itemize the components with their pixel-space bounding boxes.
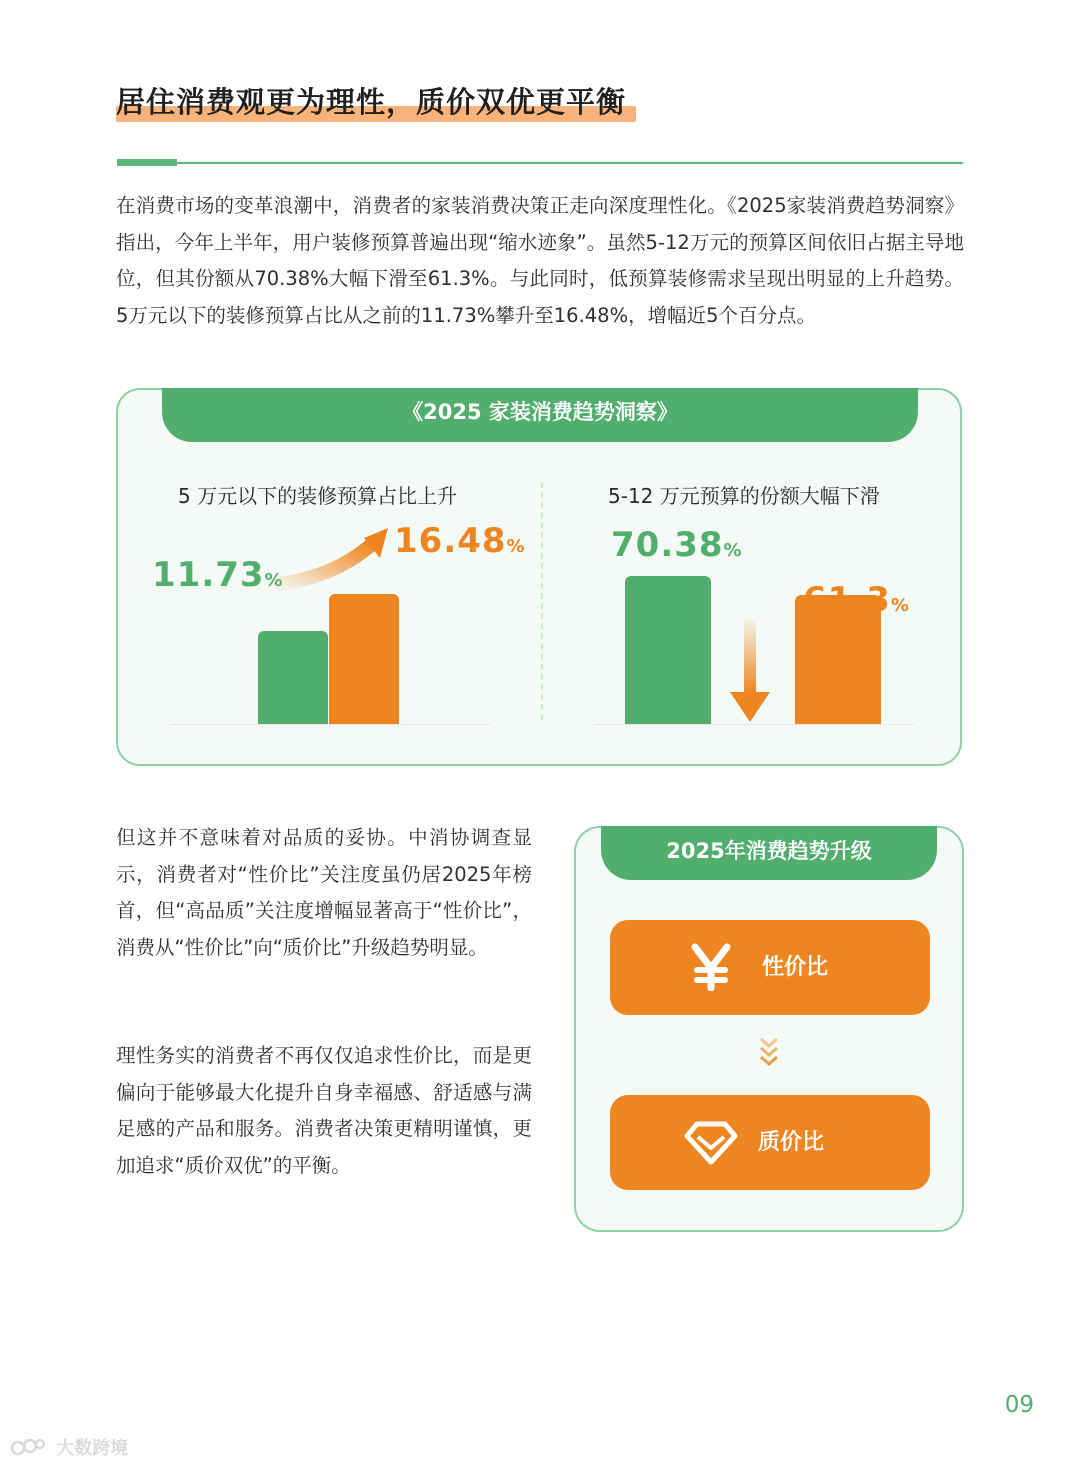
panel-divider	[541, 482, 543, 720]
left-value-before-unit: %	[264, 570, 284, 591]
intro-paragraph: 在消费市场的变革浪潮中，消费者的家装消费决策正走向深度理性化。《2025家装消费趋势洞察》指出，今年上半年，用户装修预算普遍出现“缩水迹象”。虽然5-12万元的预算区间依旧占据主导地位，但其份额从70.38%大幅下滑至61.3%。与此同时，低预算装修需求呈现出明显的上升趋势。5万元以下的装修预算占比从之前的11.73%攀升至16.48%，增幅近5个百分点。	[116, 194, 964, 327]
right-value-before-unit: %	[723, 540, 743, 561]
left-bar-before	[258, 631, 328, 724]
body-paragraph-2: 理性务实的消费者不再仅仅追求性价比，而是更偏向于能够最大化提升自身幸福感、舒适感与满足感的产品和服务。消费者决策更精明谨慎，更加追求“质价双优”的平衡。	[116, 1044, 532, 1177]
right-bar-before	[625, 576, 711, 724]
right-value-before	[611, 525, 743, 565]
pill-cost-performance	[610, 920, 930, 1015]
right-chart-title: 5-12 万元预算的份额大幅下滑	[608, 484, 880, 508]
title-rule-accent	[117, 159, 177, 166]
watermark	[10, 1434, 128, 1460]
diamond-icon	[684, 1121, 738, 1165]
upgrade-box-title: 2025年消费趋势升级	[601, 826, 937, 880]
insight-box	[116, 388, 962, 766]
insight-box-title: 《2025 家装消费趋势洞察》	[162, 388, 918, 442]
page-number: 09	[1004, 1392, 1034, 1418]
left-bar-after	[329, 594, 399, 724]
chevron-down-icon	[757, 1035, 781, 1067]
body-paragraph-1: 但这并不意味着对品质的妥协。中消协调查显示，消费者对“性价比”关注度虽仍居2025年榜首，但“高品质”关注度增幅显著高于“性价比”，消费从“性价比”向“质价比”升级趋势明显。	[116, 826, 532, 959]
left-value-before-number: 11.73	[152, 555, 265, 595]
pill-cost-performance-label: 性价比	[762, 955, 829, 980]
right-value-after-unit: %	[890, 595, 910, 616]
watermark-text: 大数跨境	[56, 1438, 129, 1459]
watermark-logo-icon	[10, 1436, 46, 1458]
page-title: 居住消费观更为理性，质价双优更平衡	[116, 85, 627, 119]
right-value-after-number: 61.3	[803, 580, 891, 620]
pill-quality-price	[610, 1095, 930, 1190]
trend-down-arrow-icon	[726, 620, 774, 726]
left-value-after-number: 16.48	[394, 521, 507, 561]
left-value-after-unit: %	[506, 536, 526, 557]
section-heading	[116, 78, 626, 126]
title-rule	[117, 162, 963, 164]
left-chart-title: 5 万元以下的装修预算占比上升	[178, 484, 458, 508]
left-chart-baseline	[170, 724, 490, 725]
left-value-after	[394, 521, 526, 561]
yen-icon	[690, 943, 732, 991]
left-value-before	[152, 555, 284, 595]
trend-up-arrow-icon	[276, 524, 396, 590]
pill-quality-price-label: 质价比	[758, 1130, 825, 1155]
right-value-after	[803, 580, 910, 620]
right-value-before-number: 70.38	[611, 525, 724, 565]
upgrade-box	[574, 826, 964, 1232]
